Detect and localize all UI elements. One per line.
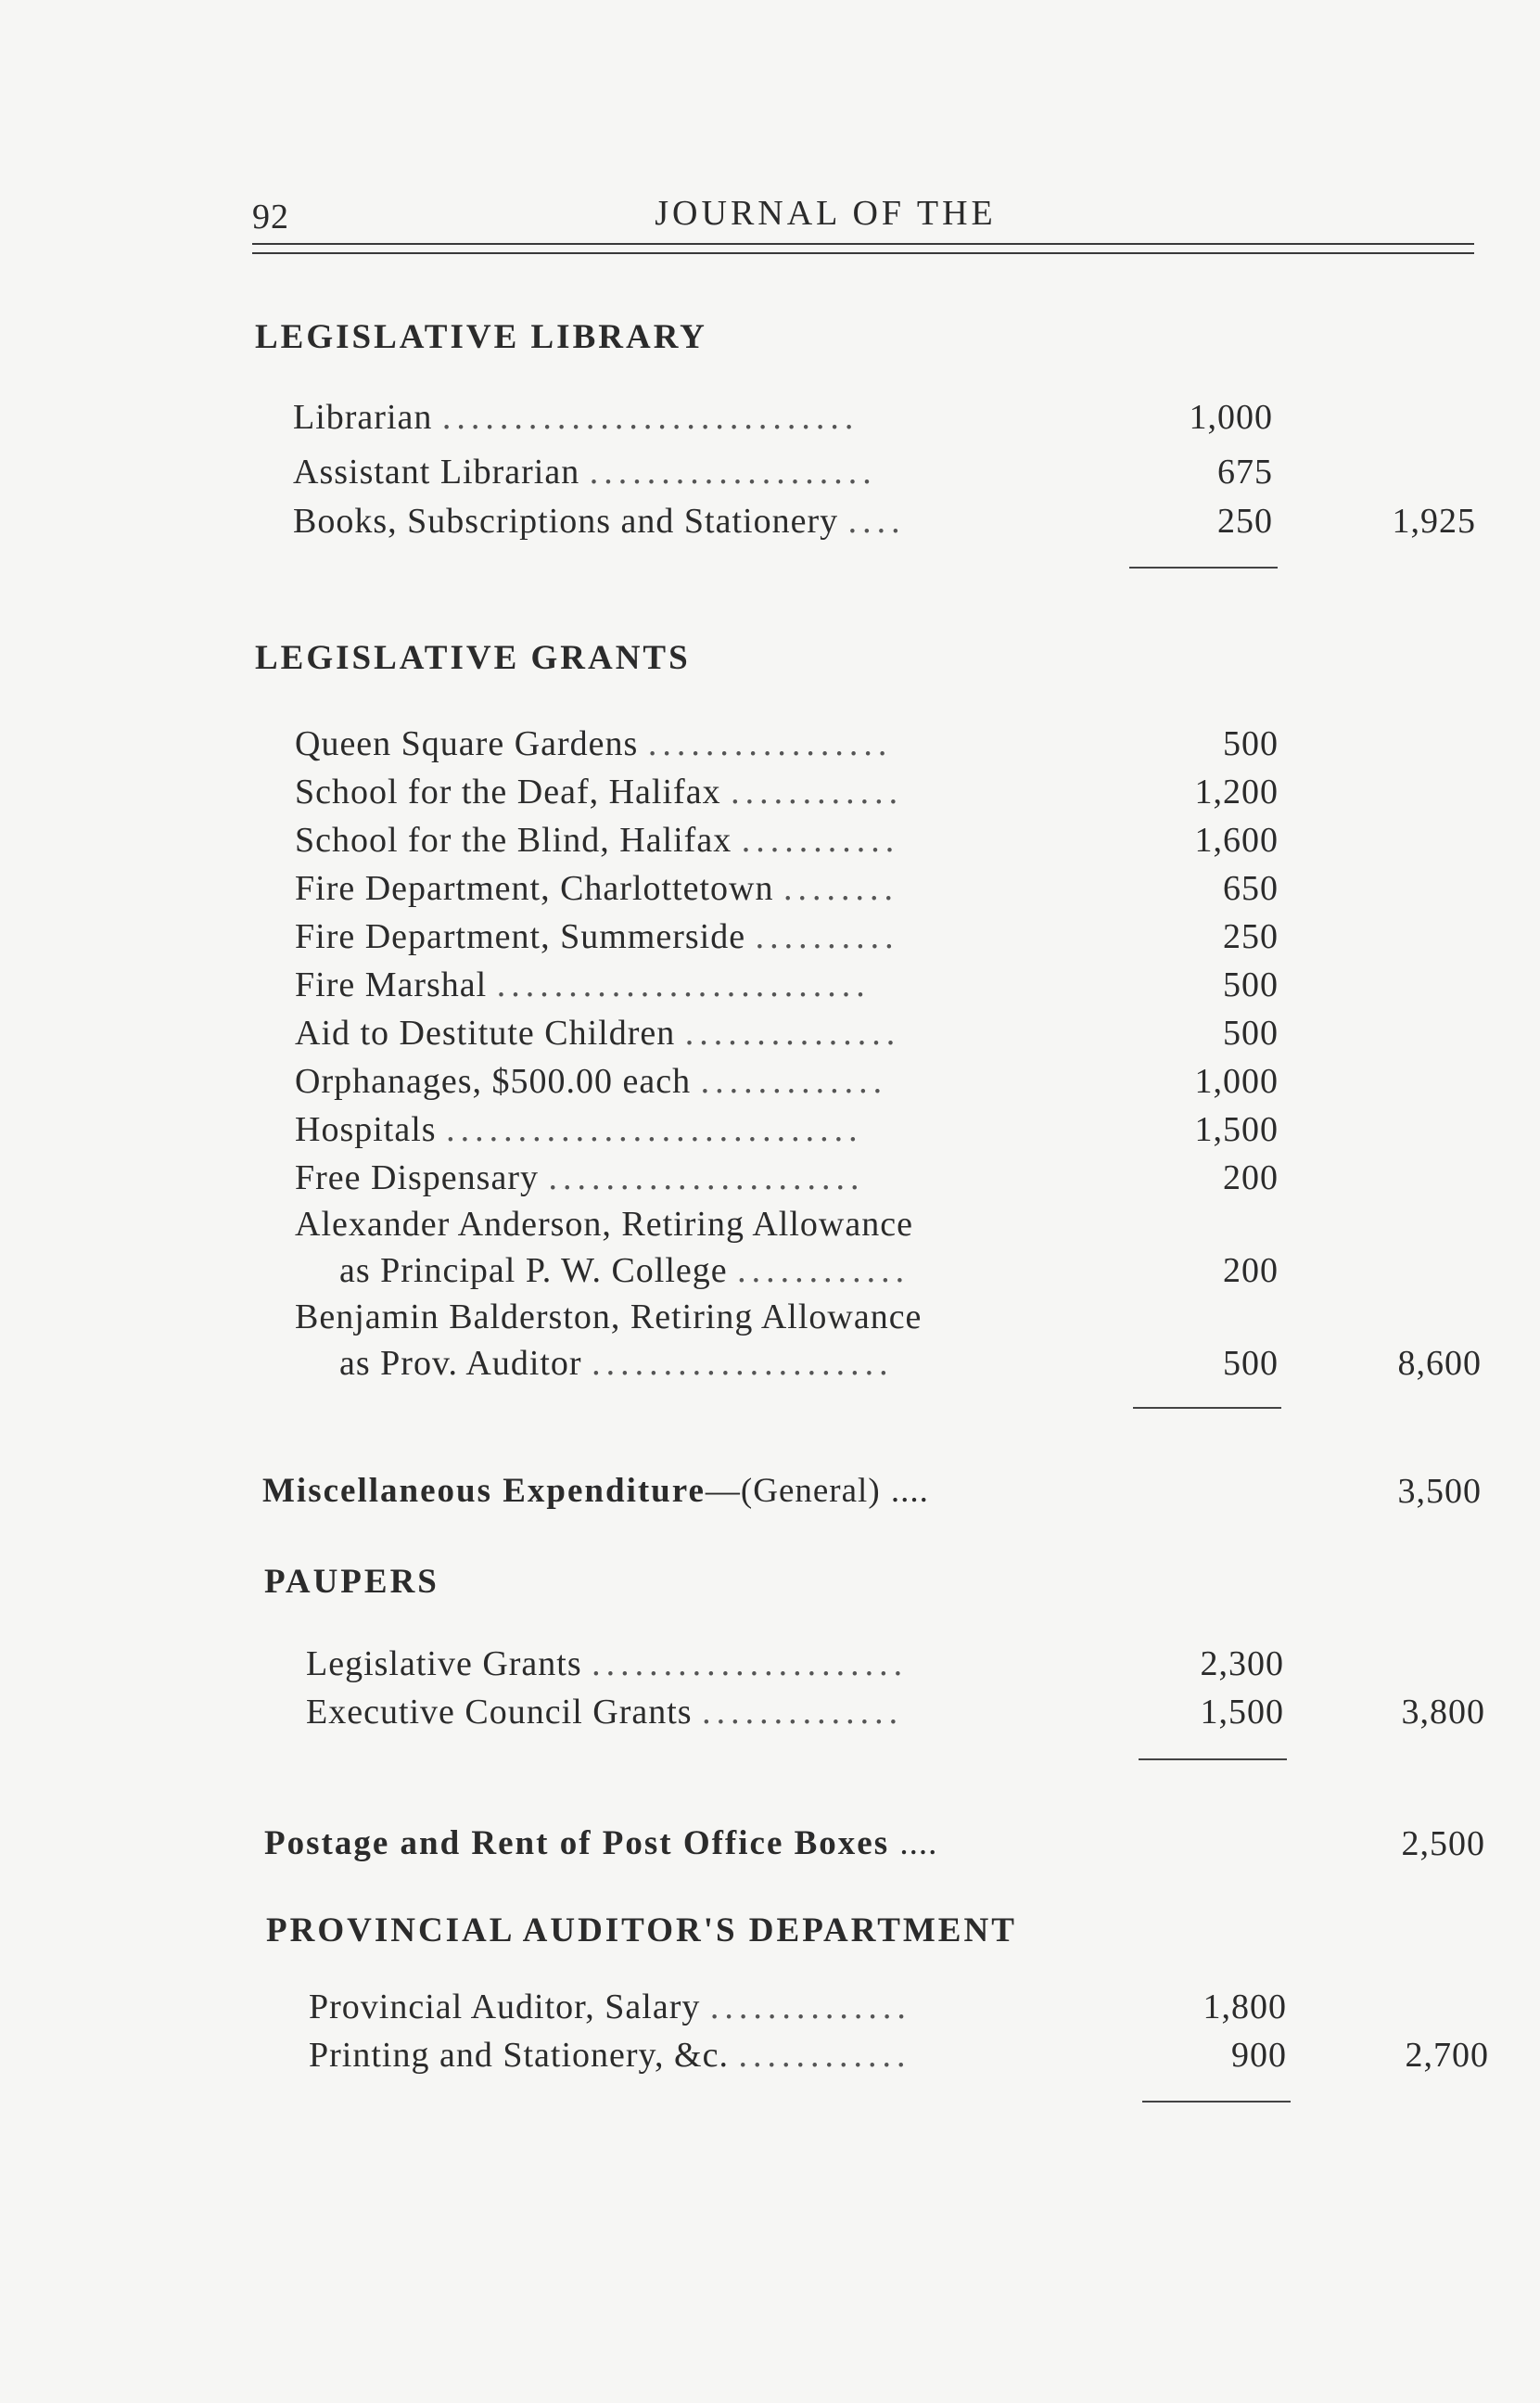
row-amount: 1,500 [1200,1693,1284,1732]
subtotal-rule [1142,2101,1291,2103]
row-label: Legislative Grants [306,1644,582,1683]
row-label: Benjamin Balderston, Retiring Allowance [295,1297,923,1336]
row-label: Provincial Auditor, Salary [309,1988,701,2026]
row-amount: 500 [1223,1344,1279,1383]
row-amount: 200 [1223,1251,1279,1290]
table-row: Fire Marshal .......................... 500 [295,965,1279,1004]
subtotal-rule [1133,1407,1281,1409]
row-label: Fire Department, Summerside [295,917,746,956]
table-row: Fire Department, Charlottetown ........ 650 [295,869,1279,908]
section-heading-auditor-dept: PROVINCIAL AUDITOR'S DEPARTMENT [266,1911,1017,1949]
row-total: 8,600 [1397,1344,1482,1383]
table-row: Legislative Grants ...................... 2,300 [306,1644,1284,1683]
misc-qualifier: —(General) [705,1472,881,1510]
row-amount: 1,800 [1203,1988,1287,2026]
table-row: Provincial Auditor, Salary .............. 1,800 [309,1988,1287,2026]
section-heading-paupers: PAUPERS [264,1563,439,1601]
row-label: Fire Department, Charlottetown [295,869,774,908]
table-row: Fire Department, Summerside .......... 250 [295,917,1279,956]
table-row: Librarian ............................. 1,000 [293,398,1273,437]
table-row: Orphanages, $500.00 each ............. 1,000 [295,1062,1279,1101]
table-row: Queen Square Gardens ................. 500 [295,724,1279,763]
table-row: School for the Deaf, Halifax ............ 1,200 [295,773,1279,812]
table-row: as Prov. Auditor ..................... 500 8,600 [339,1344,1482,1383]
page-number: 92 [252,198,289,236]
header-rule-bottom [252,252,1474,254]
row-label: Librarian [293,398,433,437]
header-rule-top [252,243,1474,245]
row-label: School for the Deaf, Halifax [295,773,721,812]
row-amount: 200 [1223,1158,1279,1197]
postage-row: Postage and Rent of Post Office Boxes .... 2,500 [264,1824,1485,1863]
subtotal-rule [1129,567,1278,569]
row-amount: 1,200 [1194,773,1279,812]
row-total: 2,700 [1405,2036,1489,2075]
section-heading-legislative-library: LEGISLATIVE LIBRARY [255,318,707,356]
row-label: Executive Council Grants [306,1693,693,1732]
table-row: School for the Blind, Halifax ........... 1,600 [295,821,1279,860]
row-amount: 1,000 [1194,1062,1279,1101]
row-amount: 1,600 [1194,821,1279,860]
table-row [0,1297,1540,1345]
row-label: Fire Marshal [295,965,488,1004]
row-amount: 900 [1231,2036,1287,2075]
row-label: as Prov. Auditor [339,1344,582,1383]
row-label: Books, Subscriptions and Stationery [293,502,839,541]
row-label: School for the Blind, Halifax [295,821,732,860]
section-heading-legislative-grants: LEGISLATIVE GRANTS [255,639,691,677]
row-amount: 500 [1223,724,1279,763]
row-label: Queen Square Gardens [295,724,639,763]
row-amount: 650 [1223,869,1279,908]
table-row [0,1204,1540,1252]
row-label: Alexander Anderson, Retiring Allowance [295,1205,913,1244]
row-total: 2,500 [1401,1824,1485,1863]
table-row: Hospitals ............................. 1,500 [295,1110,1279,1149]
row-amount: 2,300 [1200,1644,1284,1683]
row-label: Assistant Librarian [293,453,580,492]
misc-heading: Miscellaneous Expenditure [262,1472,706,1510]
row-total: 1,925 [1392,502,1476,541]
table-row: Aid to Destitute Children ............... 500 [295,1014,1279,1053]
row-total: 3,500 [1397,1472,1482,1511]
table-row: Books, Subscriptions and Stationery .... 250 1,925 [293,502,1476,541]
row-amount: 675 [1217,453,1273,492]
row-amount: 1,500 [1194,1110,1279,1149]
row-label: Hospitals [295,1110,437,1149]
row-label: as Principal P. W. College [339,1251,728,1290]
row-label: Printing and Stationery, &c. [309,2036,729,2075]
misc-expenditure-row: Miscellaneous Expenditure—(General) .... 3,500 [262,1472,1482,1511]
row-amount: 1,000 [1189,398,1273,437]
postage-heading: Postage and Rent of Post Office Boxes [264,1824,890,1862]
subtotal-rule [1139,1758,1287,1760]
table-row: Executive Council Grants .............. 1,500 3,800 [306,1693,1485,1732]
table-row: Free Dispensary ...................... 200 [295,1158,1279,1197]
row-amount: 250 [1223,917,1279,956]
row-label: Free Dispensary [295,1158,539,1197]
table-row: Assistant Librarian .................... 675 [293,453,1273,492]
row-total: 3,800 [1401,1693,1485,1732]
row-label: Orphanages, $500.00 each [295,1062,692,1101]
row-amount: 500 [1223,1014,1279,1053]
table-row: Printing and Stationery, &c. ............ 900 2,700 [309,2036,1489,2075]
table-row: as Principal P. W. College ............ 200 [339,1251,1279,1290]
row-label: Aid to Destitute Children [295,1014,676,1053]
row-amount: 250 [1217,502,1273,541]
running-title: JOURNAL OF THE [655,194,997,233]
row-amount: 500 [1223,965,1279,1004]
